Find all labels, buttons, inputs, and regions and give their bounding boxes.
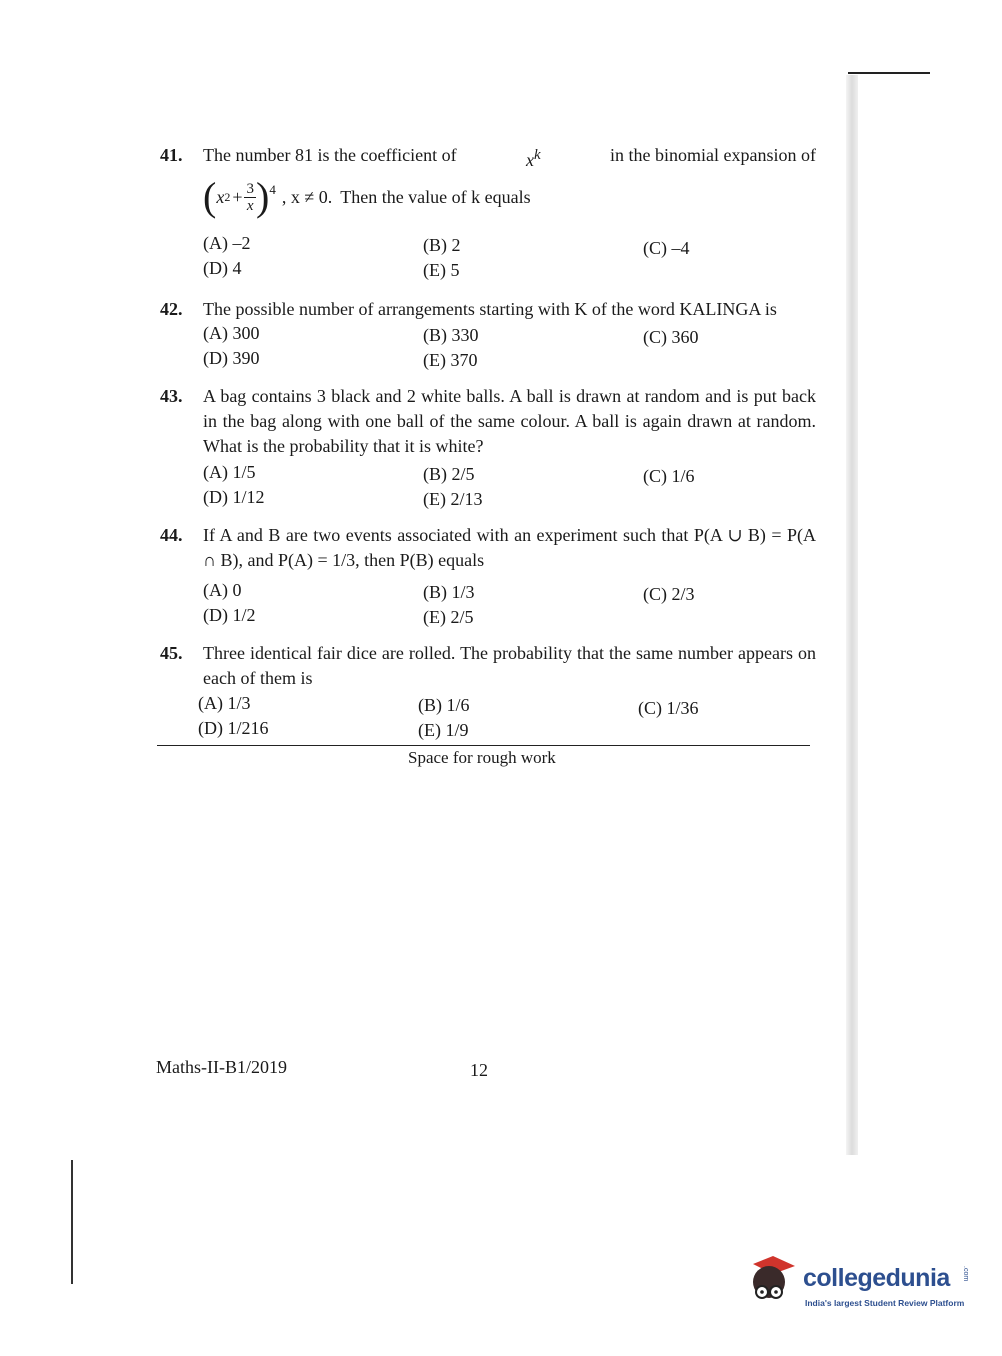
question-44	[160, 523, 816, 631]
binomial-expression: ( x 2 + $\frac{3}{x}$ ) $^4$ , x ≠ 0. Then the value of k equals	[203, 174, 531, 219]
option-b[interactable]: (B) 330	[423, 325, 479, 345]
question-text: The possible number of arrangements starting with K of the word KALINGA is	[203, 299, 777, 319]
logo-com: .com	[962, 1266, 969, 1282]
binomial-term: ( x 2 + $\frac{3}{x}$ ) $^4$	[203, 174, 276, 219]
option-b[interactable]: (B) 1/6	[418, 695, 470, 715]
question-45	[160, 641, 816, 741]
option-d[interactable]: (D) 1/2	[203, 605, 256, 625]
option-d[interactable]: (D) 1/216	[198, 718, 269, 738]
logo-tagline: India's largest Student Review Platform	[805, 1298, 965, 1308]
option-e[interactable]: (E) 1/9	[418, 720, 469, 740]
option-e[interactable]: (E) 5	[423, 260, 460, 280]
question-text: If A and B are two events associated with an experiment such that P(A ∪ B) = P(A ∩ B), and P(A) = 1/3, then P(B) equals	[203, 525, 816, 570]
page-number: 12	[470, 1060, 488, 1080]
question-number: 42.	[160, 299, 183, 319]
question-text: The number 81 is the coefficient of $x^k$ in the binomial expansion of	[203, 143, 816, 173]
question-41	[160, 143, 816, 285]
option-e[interactable]: (E) 370	[423, 350, 478, 370]
graduate-mascot-icon	[743, 1252, 799, 1312]
option-d[interactable]: (D) 390	[203, 348, 260, 368]
question-number: 45.	[160, 643, 183, 663]
rough-work-label: Space for rough work	[408, 748, 556, 767]
question-42	[160, 297, 816, 375]
top-rule	[848, 72, 930, 74]
x-power-k: $x^k$	[525, 147, 541, 170]
question-text: Three identical fair dice are rolled. The probability that the same number appears on each of them is	[203, 643, 816, 688]
option-d[interactable]: (D) 4	[203, 258, 242, 278]
collegedunia-logo[interactable]	[743, 1252, 973, 1318]
question-43	[160, 384, 816, 514]
option-c[interactable]: (C) 360	[643, 327, 699, 347]
option-c[interactable]: (C) –4	[643, 238, 690, 258]
option-a[interactable]: (A) –2	[203, 233, 251, 253]
option-a[interactable]: (A) 1/5	[203, 462, 256, 482]
option-c[interactable]: (C) 1/36	[638, 698, 699, 718]
option-c[interactable]: (C) 1/6	[643, 466, 695, 486]
logo-wordmark: collegedunia	[803, 1264, 950, 1292]
paper-code: Maths-II-B1/2019	[156, 1057, 287, 1077]
option-d[interactable]: (D) 1/12	[203, 487, 265, 507]
option-a[interactable]: (A) 300	[203, 323, 260, 343]
option-c[interactable]: (C) 2/3	[643, 584, 695, 604]
option-b[interactable]: (B) 1/3	[423, 582, 475, 602]
scan-shadow	[846, 75, 858, 1155]
left-rule	[71, 1160, 73, 1284]
option-a[interactable]: (A) 1/3	[198, 693, 251, 713]
question-text: A bag contains 3 black and 2 white balls. A ball is drawn at random and is put back in the bag along with one ball of the same colour. A ball is again drawn at random. What is the probability that it is white?	[203, 386, 816, 456]
option-b[interactable]: (B) 2	[423, 235, 461, 255]
question-number: 44.	[160, 525, 183, 545]
fraction: $\frac{3}{x}$	[246, 180, 254, 214]
option-e[interactable]: (E) 2/13	[423, 489, 483, 509]
question-number: 43.	[160, 386, 183, 406]
option-a[interactable]: (A) 0	[203, 580, 242, 600]
rough-work-divider	[157, 745, 810, 746]
option-b[interactable]: (B) 2/5	[423, 464, 475, 484]
option-e[interactable]: (E) 2/5	[423, 607, 474, 627]
question-number: 41.	[160, 145, 183, 165]
